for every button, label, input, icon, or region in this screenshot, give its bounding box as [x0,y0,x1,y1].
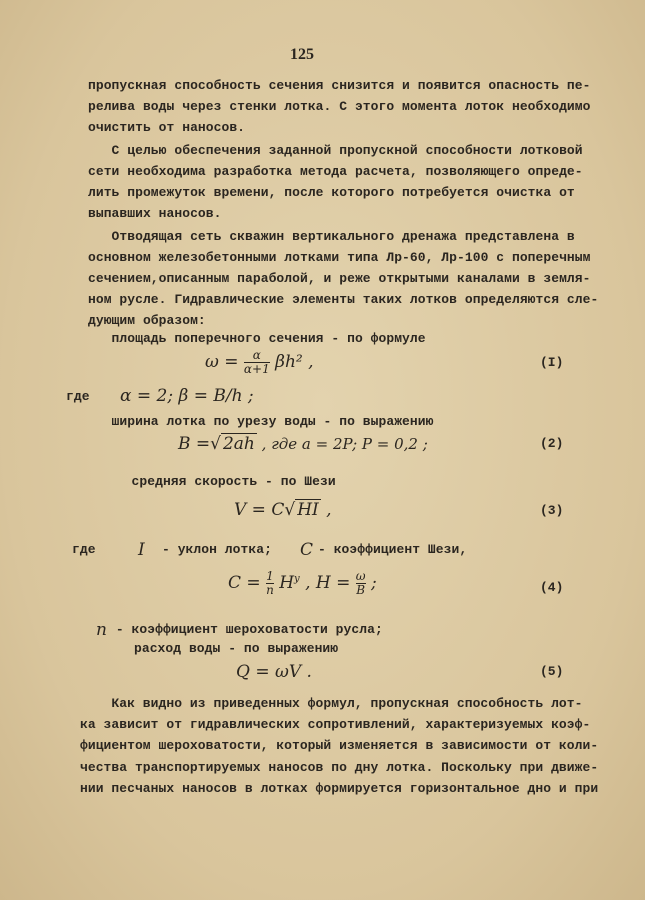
roughness-definition: - коэффициент шероховатости русла; [108,622,383,637]
equation-number: (2) [540,436,564,451]
text-line: фициентом шероховатости, который изменяется в зависимости от коли- [80,738,599,753]
text-line: Как видно из приведенных формул, пропускная способность лот- [80,696,583,711]
formula-3: V = C√ HI , [234,500,332,520]
text-line: выпавших наносов. [88,206,222,221]
formula-4: C = $\frac{1}{n}$ $H^y$ , H = $\frac{\omega}{B}$ ; [228,569,377,597]
text-line: очистить от наносов. [88,120,246,135]
text-line: релива воды через стенки лотка. С этого момента лоток необходимо [88,99,591,114]
slope-definition: - уклон лотка; [162,542,272,557]
velocity-label: средняя скорость - по Шези [108,474,336,489]
where-label: где [72,542,96,557]
flow-label: расход воды - по выражению [134,641,339,656]
text-line: ка зависит от гидравлических сопротивлений, характеризуемых коэф- [80,717,591,732]
text-line: чества транспортируемых наносов по дну лотка. Поскольку при движе- [80,760,599,775]
text-line: Отводящая сеть скважин вертикального дренажа представлена в [88,229,575,244]
symbol-c: C [300,540,314,560]
formula-5: Q = ωV . [236,662,312,682]
text-line: С целью обеспечения заданной пропускной способности лотковой [88,143,583,158]
width-label: ширина лотка по урезу воды - по выражению [88,414,434,429]
page-number: 125 [290,46,314,63]
equation-number: (I) [540,355,564,370]
formula-2: B =√ 2ah , где a = 2P; P = 0,2 ; [178,434,428,454]
chezy-definition: - коэффициент Шези, [318,542,468,557]
equation-number: (3) [540,503,564,518]
text-line: лить промежуток времени, после которого потребуется очистка от [88,185,575,200]
symbol-i: I [138,540,145,560]
text-line: пропускная способность сечения снизится и появится опасность пе- [88,78,591,93]
text-line: сечением,описанным параболой, и реже открытыми каналами в земля- [88,271,591,286]
symbol-n: n [96,620,107,640]
text-line: дующим образом: [88,313,206,328]
text-line: нии песчаных наносов в лотках формируется горизонтальное дно и при [80,781,599,796]
where-label: где [66,389,90,404]
where-definition: α = 2; β = B/h ; [120,386,254,406]
area-label: площадь поперечного сечения - по формуле [88,331,426,346]
text-line: основном железобетонными лотками типа Лр-60, Лр-100 с поперечным [88,250,591,265]
text-line: ном русле. Гидравлические элементы таких лотков определяются сле- [88,292,599,307]
equation-number: (5) [540,664,564,679]
formula-1: ω = $\frac{\alpha}{\alpha+1}$ βh² , [205,348,314,376]
equation-number: (4) [540,580,564,595]
text-line: сети необходима разработка метода расчета, позволяющего опреде- [88,164,583,179]
